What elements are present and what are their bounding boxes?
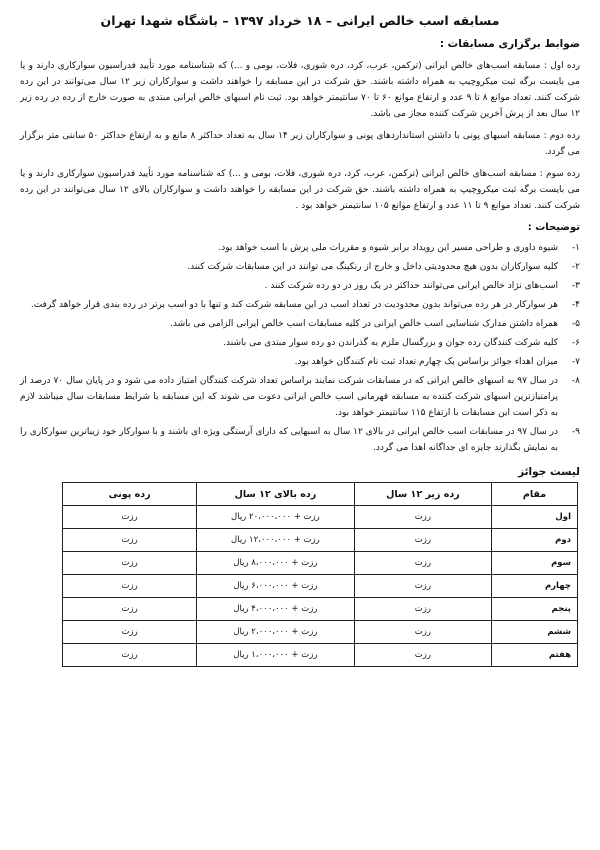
note-item — [20, 297, 580, 313]
cell-over12: رزت + ۱۲،۰۰۰،۰۰۰ ریال — [197, 529, 355, 552]
header-over12: رده بالای ۱۲ سال — [197, 483, 355, 506]
note-number: ۸- — [571, 376, 580, 386]
table-row — [63, 644, 578, 667]
cell-pony: رزت — [63, 552, 197, 575]
note-text: میزان اهداء جوائز براساس یک چهارم تعداد ثبت نام کنندگان خواهد بود. — [294, 357, 558, 367]
note-text: کلیه سوارکاران بدون هیچ محدودیتی داخل و خارج از رنکینگ می توانند در این مسابقات شرکت کنند. — [187, 262, 558, 272]
cell-over12: رزت + ۴،۰۰۰،۰۰۰ ریال — [197, 598, 355, 621]
prizes-table — [62, 482, 578, 667]
note-text: شیوه داوری و طراحی مسیر این رویداد برابر شیوه و مقررات ملی پرش با اسب خواهد بود. — [218, 243, 558, 253]
cell-place: سوم — [492, 552, 578, 575]
cell-place: ششم — [492, 621, 578, 644]
note-text: اسب‌های نژاد خالص ایرانی می‌توانند حداکثر در یک روز در دو رده شرکت کنند . — [264, 281, 558, 291]
cell-pony: رزت — [63, 506, 197, 529]
notes-list — [20, 240, 580, 456]
note-number: ۲- — [571, 262, 580, 272]
header-pony: رده پونی — [63, 483, 197, 506]
cell-place: هفتم — [492, 644, 578, 667]
cell-over12: رزت + ۸،۰۰۰،۰۰۰ ریال — [197, 552, 355, 575]
rule-category-3: رده سوم : مسابقه اسب‌های خالص ایرانی (ترکمن، عرب، کرد، دره شوری، فلات، بومی و ...) که شناسنامه مورد تأیید فدراسیون سوارکاری دارند و یا می بایست برگه ثبت میکروچیپ به همراه داشته باشند. حق شرکت در این مسابقه را خواهند داشت و سوارکاران بالای ۱۲ سال می‌توانند در این رده شرکت کنند. تعداد موانع ۹ تا ۱۱ عدد و ارتفاع موانع ۱۰۵ سانتیمتر خواهد بود . — [20, 169, 580, 211]
note-item — [20, 424, 580, 456]
header-under12: رده زیر ۱۲ سال — [354, 483, 491, 506]
table-row — [63, 529, 578, 552]
note-text: در سال ۹۷ در مسابقات اسب خالص ایرانی در بالای ۱۲ سال به اسبهایی که دارای آرستگی ویژه ای باشند و با سوارکار خود زیباترین سوارکاری را به نمایش بگذارند جایزه ای جداگانه اهدا می گردد. — [20, 427, 558, 453]
cell-pony: رزت — [63, 621, 197, 644]
note-text: کلیه شرکت کنندگان رده جوان و بزرگسال ملزم به گذراندن دو رده سوار مبتدی می باشند. — [223, 338, 558, 348]
table-row — [63, 506, 578, 529]
cell-under12: رزت — [354, 598, 491, 621]
cell-over12: رزت + ۲،۰۰۰،۰۰۰ ریال — [197, 621, 355, 644]
cell-under12: رزت — [354, 552, 491, 575]
note-text: هر سوارکار در هر رده می‌تواند بدون محدودیت در تعداد اسب در این مسابقه شرکت کند و تنها با دو اسب برتر در رده بندی قرار خواهد گرفت. — [30, 300, 558, 310]
cell-pony: رزت — [63, 644, 197, 667]
notes-heading: توضیحات : — [527, 222, 580, 233]
note-number: ۹- — [571, 427, 580, 437]
page-title: مسابقه اسب خالص ایرانی – ۱۸ خرداد ۱۳۹۷ – باشگاه شهدا تهران — [100, 13, 500, 28]
document-page — [20, 0, 580, 667]
rule-category-1: رده اول : مسابقه اسب‌های خالص ایرانی (ترکمن، عرب، کرد، دره شوری، فلات، بومی و ...) که شناسنامه مورد تأیید فدراسیون سوارکاری دارند و یا می بایست برگه ثبت میکروچیپ به همراه داشته باشند. حق شرکت در این مسابقه را خواهند داشت و سوارکاران زیر ۱۲ سال می‌توانند در این رده شرکت کنند. تعداد موانع ۸ تا ۹ عدد و ارتفاع موانع ۶۰ تا ۷۰ سانتیمتر خواهد بود. ثبت نام اسبهای خالص ایرانی مبتدی به صورت خارج از رده در رده زیر ۱۲ سال بعد از پرش آخرین شرکت کننده مجاز می باشد. — [20, 61, 580, 119]
cell-place: دوم — [492, 529, 578, 552]
table-row — [63, 575, 578, 598]
cell-place: چهارم — [492, 575, 578, 598]
prizes-header-row — [63, 483, 578, 506]
table-row — [63, 621, 578, 644]
note-text: همراه داشتن مدارک شناسایی اسب خالص ایرانی در کلیه مسابقات اسب خالص ایرانی الزامی می باشد. — [169, 319, 558, 329]
note-item — [20, 335, 580, 351]
table-row — [63, 552, 578, 575]
note-number: ۷- — [571, 357, 580, 367]
cell-pony: رزت — [63, 575, 197, 598]
note-item — [20, 259, 580, 275]
header-place: مقام — [492, 483, 578, 506]
cell-under12: رزت — [354, 506, 491, 529]
note-item — [20, 373, 580, 421]
rules-heading: ضوابط برگزاری مسابقات : — [439, 38, 580, 50]
note-number: ۳- — [571, 281, 580, 291]
note-item — [20, 278, 580, 294]
note-item — [20, 240, 580, 256]
note-number: ۵- — [571, 319, 580, 329]
note-number: ۴- — [571, 300, 580, 310]
cell-pony: رزت — [63, 598, 197, 621]
cell-under12: رزت — [354, 621, 491, 644]
note-item — [20, 316, 580, 332]
cell-place: اول — [492, 506, 578, 529]
note-text: در سال ۹۷ به اسبهای خالص ایرانی که در مسابقات شرکت نمایند براساس تعداد شرکت کنندگان امتیاز داده می شود و در پایان سال ۷۰ درصد از پرامتیازترین اسبهای شرکت کننده به مسابقه قهرمانی اسب خالص ایرانی دعوت می شوند که این مسابقه با شرایط مسابقات سال میباشد لازم به ذکر است این مسابقات با ارتفاع ۱۱۵ سانتیمتر خواهد بود. — [20, 376, 559, 418]
cell-under12: رزت — [354, 529, 491, 552]
note-item — [20, 354, 580, 370]
table-row — [63, 598, 578, 621]
cell-over12: رزت + ۶،۰۰۰،۰۰۰ ریال — [197, 575, 355, 598]
note-number: ۶- — [571, 338, 580, 348]
cell-pony: رزت — [63, 529, 197, 552]
cell-under12: رزت — [354, 644, 491, 667]
rule-category-2: رده دوم : مسابقه اسبهای پونی با داشتن استانداردهای پونی و سوارکاران زیر ۱۴ سال به تعداد حداکثر ۸ مانع و به ارتفاع حداکثر ۵۰ سانتی متر برگزار می گردد. — [20, 131, 580, 157]
prizes-heading: لیست جوائز — [518, 466, 580, 478]
cell-over12: رزت + ۱،۰۰۰،۰۰۰ ریال — [197, 644, 355, 667]
note-number: ۱- — [571, 243, 580, 253]
cell-under12: رزت — [354, 575, 491, 598]
cell-over12: رزت + ۲۰،۰۰۰،۰۰۰ ریال — [197, 506, 355, 529]
cell-place: پنجم — [492, 598, 578, 621]
